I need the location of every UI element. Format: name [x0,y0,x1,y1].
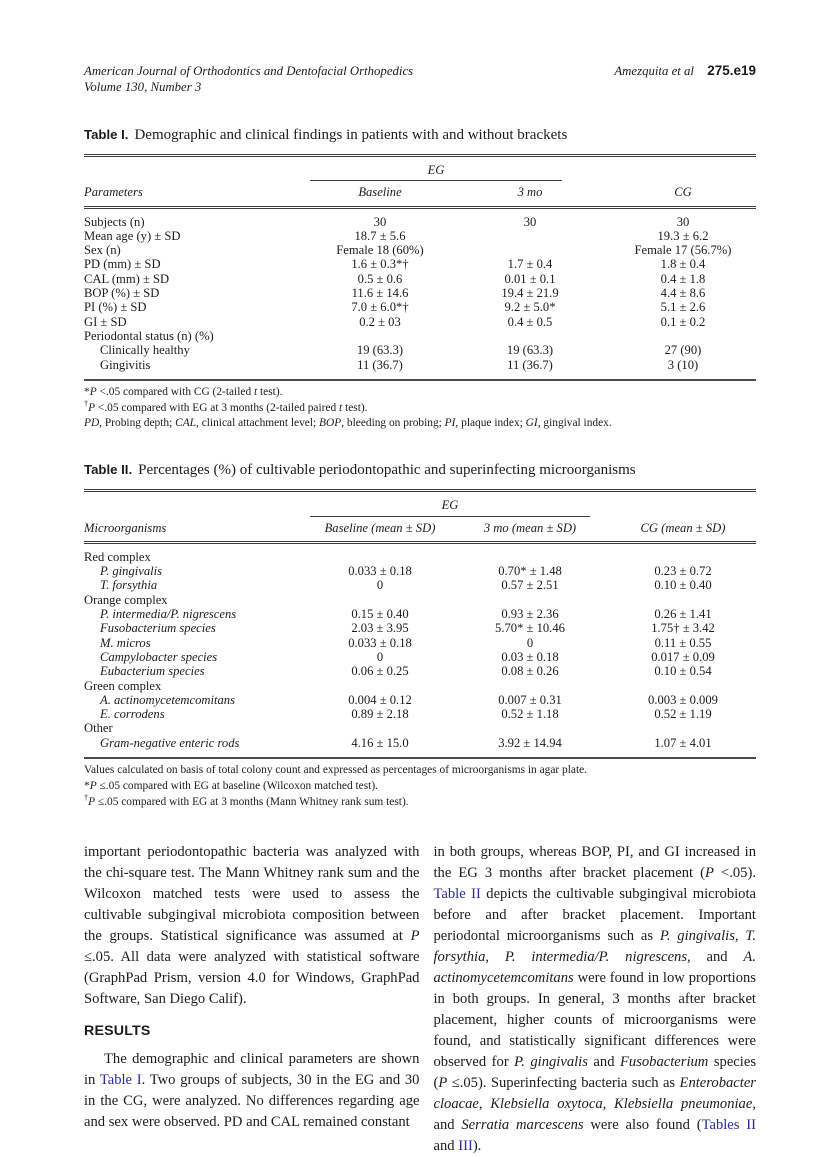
cell-value: 19 (63.3) [356,343,404,358]
cell-value: 0.4 ± 1.8 [660,271,706,286]
cell-value [450,679,610,693]
cell-value: 0.033 ± 0.18 [348,564,412,579]
table2-label: Table II. [84,462,133,478]
col-header-cg-mean: CG (mean ± SD) [610,517,756,543]
cell-value: 7.0 ± 6.0*† [351,300,409,315]
text-segment: , Probing depth; [99,417,176,430]
text-segment: . Two groups of subjects, 30 in the EG and 30 in the CG, were analyzed. No differences regarding age and sex were observed. PD and CAL remained constant [84,1072,420,1131]
cell-value: 9.2 ± 5.0* [504,300,556,315]
cell-value: Female 17 (56.7%) [634,243,732,258]
italic-text: P [89,385,97,398]
cell-value: 30 [373,214,387,229]
cell-value: 11.6 ± 14.6 [351,286,409,301]
table-row [84,343,756,357]
italic-text: P [88,795,96,808]
table-row [84,207,756,229]
table-row [84,542,756,564]
table-row [84,286,756,300]
cell-value [610,721,756,735]
row-label: Mean age (y) ± SD [84,228,181,243]
footnote [84,792,756,811]
italic-text: t [253,385,258,398]
cell-value: 0 [526,635,534,650]
italic-text: BOP [319,417,342,430]
cell-value: 27 (90) [664,343,702,358]
text-segment: ≤.05 compared with EG at 3 months (Mann Whitney rank sum test). [95,795,409,808]
col-header-cg: CG [610,181,756,207]
text-segment: † [84,398,89,408]
cell-value: 19.4 ± 21.9 [501,286,559,301]
paragraph-results [84,1049,419,1133]
italic-text: P [438,1075,448,1092]
row-label: PI (%) ± SD [84,300,147,315]
cell-value [610,679,756,693]
text-segment: Values calculated on basis of total colony count and expressed as percentages of microorganisms in agar plate. [84,764,588,776]
italic-text: P [89,779,97,792]
cell-value: 1.6 ± 0.3*† [351,257,409,272]
cell-value: 0.033 ± 0.18 [348,635,412,650]
table-ref-link[interactable]: III [458,1138,473,1155]
text-segment: and [433,1138,459,1155]
table-ref-link[interactable]: Tables II [701,1117,756,1134]
italic-text: Serratia marcescens [461,1117,584,1134]
row-label: E. corrodens [100,707,165,722]
row-label: CAL (mm) ± SD [84,271,170,286]
italic-text: PI [444,417,456,430]
row-label: Clinically healthy [100,343,190,358]
col-header-parameters: Parameters [84,181,310,207]
italic-text: t [339,401,343,414]
text-segment: , [478,1096,491,1113]
row-label: PD (mm) ± SD [84,257,161,272]
footnote [84,385,756,401]
italic-text: A. actinomycetemcomitans [433,949,756,987]
cell-value: Female 18 (60%) [336,243,424,258]
table-1 [84,154,756,381]
text-segment: , gingival index. [537,417,612,430]
article-body [84,842,756,1157]
table-row [84,257,756,271]
cell-value: 11 (36.7) [310,358,450,380]
table-row [84,272,756,286]
cell-value: 1.75† ± 3.42 [651,621,715,636]
cell-value: 4.4 ± 8.6 [660,286,706,301]
row-label: Fusobacterium species [100,621,216,636]
col-header-baseline: Baseline [310,181,450,207]
cell-value: 0.26 ± 1.41 [654,607,712,622]
authors: Amezquita et al [614,64,694,78]
page-header [84,63,756,95]
cell-value [450,329,610,343]
row-label: GI ± SD [84,314,127,329]
cell-value: 30 [676,214,690,229]
cell-value: 0.4 ± 0.5 [507,314,553,329]
table2-caption [84,460,756,480]
table-ref-link[interactable]: Table II [433,886,481,903]
row-label: Gingivitis [84,358,310,380]
text-segment: , [602,1096,615,1113]
italic-text: P [705,865,714,882]
table-row [84,650,756,664]
cell-value: 0.03 ± 0.18 [501,649,559,664]
italic-text: Fusobacterium [619,1054,709,1071]
table2-caption-text: Percentages (%) of cultivable periodontopathic and superinfecting microorganisms [138,462,636,479]
row-label: BOP (%) ± SD [84,286,160,301]
col-header-microorganisms: Microorganisms [84,517,310,543]
table-row [84,329,756,343]
table-row [84,578,756,592]
results-heading: RESULTS [84,1023,151,1040]
text-segment: , bleeding on probing; [341,417,445,430]
cell-value: 0.57 ± 2.51 [501,578,559,593]
cell-value: 0 [376,578,384,593]
text-segment: and [690,949,744,966]
table1-caption [84,125,756,145]
eg-span-cell [310,156,610,182]
italic-text: P [88,401,96,414]
table2-body [84,542,756,758]
footnote [84,398,756,417]
table1-label: Table I. [84,127,129,142]
row-label: Subjects (n) [84,214,145,229]
text-segment: important periodontopathic bacteria was analyzed with the chi-square test. The Mann Whitney rank sum and the Wilcoxon matched tests were used to assess the cultivable subgingival microbiota composition between the groups. Statistical significance was assumed at [84,844,420,945]
row-label: Green complex [84,678,162,693]
cell-value [450,229,610,243]
table-row [84,564,756,578]
col-header-3mo: 3 mo [450,181,610,207]
italic-text: P. gingivalis, T. forsythia, P. intermedia/P. nigrescens, [433,928,757,966]
table2-footnotes [84,763,756,810]
cell-value: 0.52 ± 1.19 [654,707,712,722]
cell-value: 3 (10) [610,358,756,380]
col-header-baseline-mean: Baseline (mean ± SD) [310,517,450,543]
cell-value: 3.92 ± 14.94 [450,736,610,758]
row-label: Periodontal status (n) (%) [84,328,214,343]
eg-group-label: EG [310,498,590,516]
cell-value: 1.7 ± 0.4 [507,257,553,272]
cell-value: 5.1 ± 2.6 [660,300,706,315]
cell-value: 0.2 ± 03 [359,314,401,329]
table1-header-row [84,181,756,207]
empty-cell [84,156,310,182]
cell-value: 0.23 ± 0.72 [654,564,712,579]
row-label: Other [84,721,113,736]
running-head-right [614,63,756,79]
cell-value: 0.10 ± 0.54 [654,664,712,679]
row-label: P. gingivalis [100,564,163,579]
table-row [84,693,756,707]
table-row [84,358,756,380]
cell-value [310,721,450,735]
cell-value: 0.15 ± 0.40 [351,607,409,622]
cell-value: 18.7 ± 5.6 [354,228,406,243]
cell-value [310,679,450,693]
cell-value [450,542,610,564]
cell-value: 0.08 ± 0.26 [501,664,559,679]
table-row [84,607,756,621]
cell-value [610,329,756,343]
right-column [433,842,756,1157]
text-segment: ). [472,1138,482,1155]
row-label: Orange complex [84,592,168,607]
row-label: T. forsythia [100,578,158,593]
table-row [84,315,756,329]
text-segment: * [84,779,90,792]
table-row [84,621,756,635]
cell-value [610,542,756,564]
cell-value: 0.10 ± 0.40 [654,578,712,593]
empty-cell [84,491,310,517]
text-segment: were also found ( [583,1117,702,1134]
table1-group-header-row [84,156,756,182]
cell-value: 0.06 ± 0.25 [351,664,409,679]
table2-header-row [84,517,756,543]
row-label: Sex (n) [84,243,121,258]
cell-value [450,593,610,607]
cell-value: 0.52 ± 1.18 [501,707,559,722]
cell-value: 0.89 ± 2.18 [351,707,409,722]
cell-value: 0.5 ± 0.6 [357,271,403,286]
left-column [84,842,419,1157]
journal-info [84,63,413,95]
footnote [84,779,756,795]
text-segment: <.05 compared with CG (2-tailed [96,385,254,398]
text-segment: <.05). [713,865,756,882]
cell-value: 0.11 ± 0.55 [654,635,712,650]
cell-value [610,593,756,607]
italic-text: Klebsiella oxytoca [490,1096,603,1113]
cell-value [450,721,610,735]
cell-value: 1.8 ± 0.4 [660,257,706,272]
table-row [84,636,756,650]
table-ref-link[interactable]: Table I [99,1072,142,1089]
table-row [84,679,756,693]
text-segment: <.05 compared with EG at 3 months (2-tailed paired [95,401,340,414]
cell-value: 19.3 ± 6.2 [657,228,709,243]
text-segment: † [84,792,89,802]
row-label: P. intermedia/P. nigrescens [100,607,237,622]
italic-text: P. gingivalis [514,1054,588,1071]
cell-value [310,593,450,607]
table-row [84,721,756,735]
cell-value [310,329,450,343]
page-number: 275.e19 [707,63,756,78]
cell-value: 30 [523,214,537,229]
table-row [84,243,756,257]
cell-value: 0.93 ± 2.36 [501,607,559,622]
italic-text: P [410,928,420,945]
text-segment: ≤.05). Superinfecting bacteria such as [447,1075,680,1092]
journal-volume: Volume 130, Number 3 [84,80,202,94]
table-row [84,736,756,758]
footnote [84,763,756,779]
row-label: Campylobacter species [100,649,218,664]
cell-value: 11 (36.7) [450,358,610,380]
italic-text: CAL [175,417,197,430]
text-segment: The demographic and clinical parameters are shown in [84,1051,420,1089]
cell-value: 1.07 ± 4.01 [610,736,756,758]
table1-footnotes [84,385,756,432]
italic-text: PD [84,417,100,430]
table-2 [84,489,756,759]
italic-text: Enterobacter cloacae [433,1075,756,1113]
footnote [84,416,756,432]
text-segment: ≤.05 compared with EG at baseline (Wilcoxon matched test). [96,779,378,792]
cell-value: 0.70* ± 1.48 [498,564,562,579]
cell-value: 0.01 ± 0.1 [504,271,556,286]
text-segment: depicts the cultivable subgingival microbiota before and after bracket placement. Important periodontal microorganisms such as [433,886,756,945]
cell-value: 0.007 ± 0.31 [498,692,562,707]
empty-cell [610,491,756,517]
table-row [84,300,756,314]
text-segment: test). [342,401,368,414]
row-label: Red complex [84,549,151,564]
table1-body [84,207,756,380]
row-label: Gram-negative enteric rods [84,736,310,758]
table-row [84,593,756,607]
cell-value: 0.004 ± 0.12 [348,692,412,707]
text-segment: * [84,385,90,398]
paragraph-results-cont [433,842,756,1157]
eg-span-cell [310,491,610,517]
italic-text: GI [525,417,538,430]
text-segment: , clinical attachment level; [196,417,320,430]
table-row [84,707,756,721]
cell-value [310,542,450,564]
cell-value: 5.70* ± 10.46 [495,621,565,636]
table-row [84,664,756,678]
row-label: M. micros [100,635,151,650]
table2-group-header-row [84,491,756,517]
cell-value: 0.1 ± 0.2 [660,314,706,329]
empty-cell [610,156,756,182]
cell-value: 0.003 ± 0.009 [648,692,718,707]
text-segment: species ( [433,1054,756,1092]
text-segment: and [587,1054,620,1071]
row-label: Eubacterium species [100,664,205,679]
journal-title: American Journal of Orthodontics and Dentofacial Orthopedics [84,64,414,78]
text-segment: ≤.05. All data were analyzed with statistical software (GraphPad Prism, version 4.0 for Windows, GraphPad Software, San Diego Calif). [84,949,420,1008]
cell-value [450,243,610,257]
text-segment: test). [257,385,283,398]
italic-text: Klebsiella pneumoniae [614,1096,753,1113]
paragraph-methods [84,842,419,1010]
col-header-3mo-mean: 3 mo (mean ± SD) [450,517,610,543]
cell-value: 2.03 ± 3.95 [351,621,409,636]
cell-value: 0 [376,649,384,664]
table-row [84,229,756,243]
table1-caption-text: Demographic and clinical findings in patients with and without brackets [134,127,568,143]
cell-value: 19 (63.3) [506,343,554,358]
cell-value: 4.16 ± 15.0 [310,736,450,758]
text-segment: , plaque index; [455,417,526,430]
text-segment: were found in low proportions in both groups. In general, 3 months after bracket placement, higher counts of microorganisms were found, and statistically significant differences were observed for [433,970,756,1071]
cell-value: 0.017 ± 0.09 [651,649,715,664]
text-segment: in both groups, whereas BOP, PI, and GI increased in the EG 3 months after bracket placement ( [433,844,756,882]
eg-group-label: EG [310,163,562,181]
text-segment: , and [433,1096,756,1134]
row-label: A. actinomycetemcomitans [100,692,235,707]
